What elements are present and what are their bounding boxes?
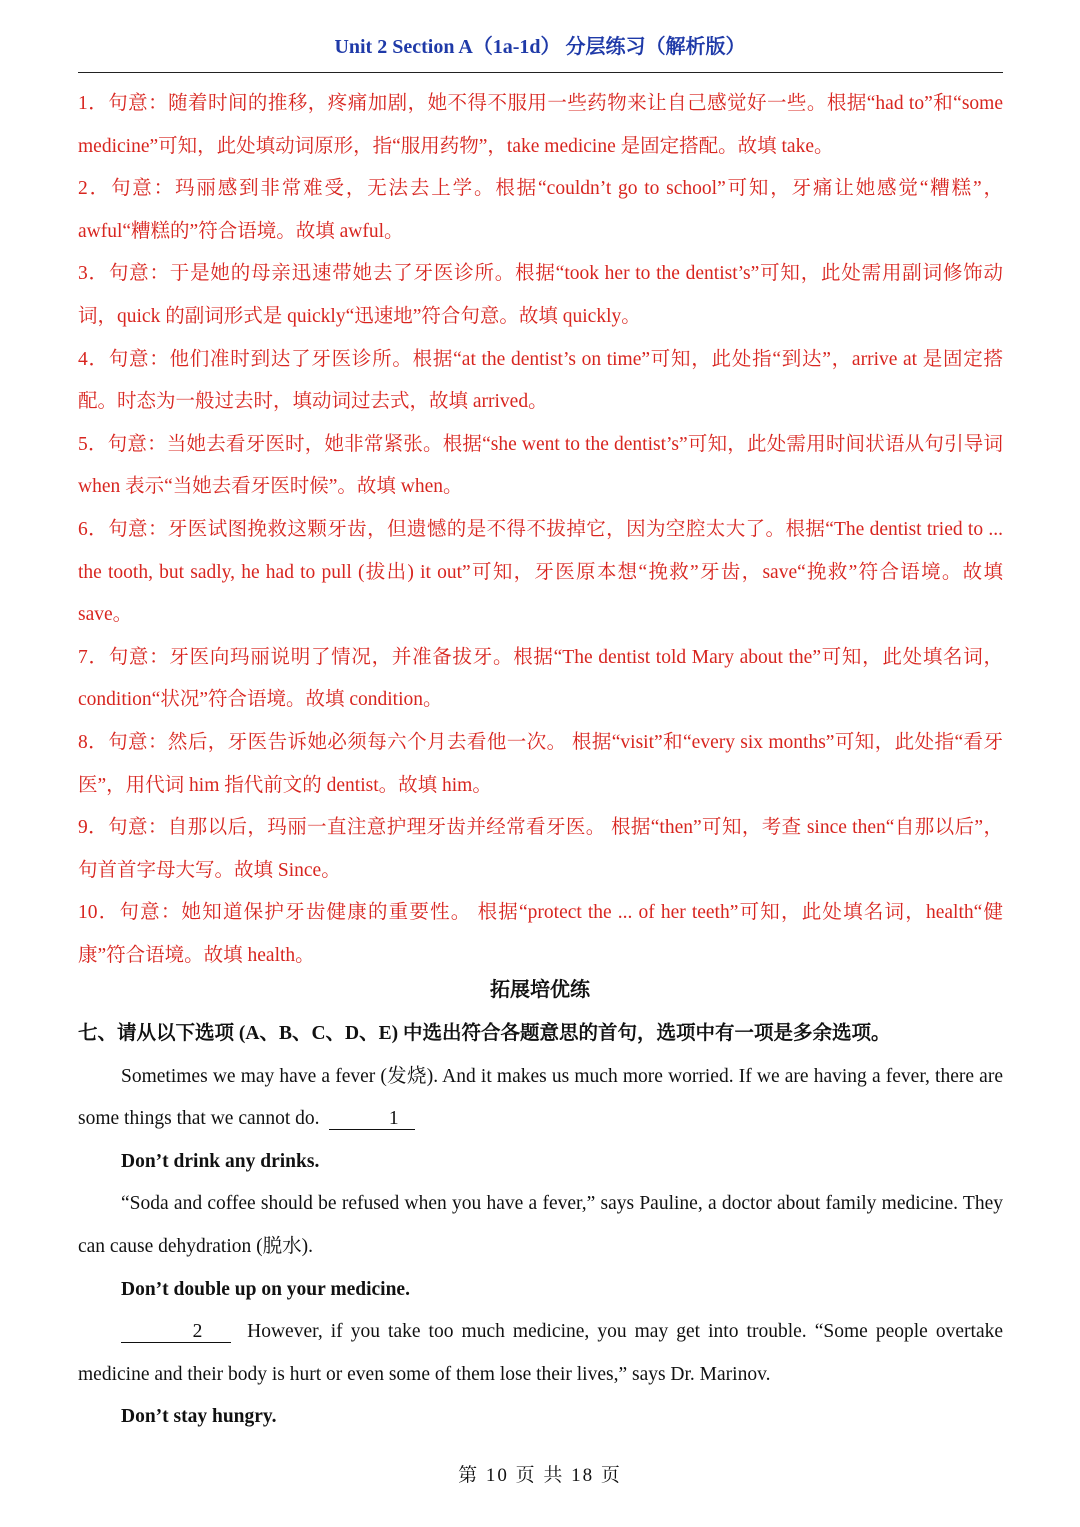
- answer-explanations: [78, 83, 1003, 977]
- passage-heading: Don’t stay hungry.: [121, 1406, 277, 1428]
- passage-paragraph: [78, 1056, 1003, 1141]
- page-footer: 第 10 页 共 18 页: [458, 1465, 622, 1486]
- page-header: [0, 30, 1080, 59]
- header-divider: [78, 72, 1003, 73]
- answer-item: 10．句意：她知道保护牙齿健康的重要性。 根据“protect the ... of her teeth”可知，此处填名词，health“健康”符合语境。故填 health。: [78, 902, 1003, 966]
- answer-item: 6．句意：牙医试图挽救这颗牙齿，但遗憾的是不得不拔掉它，因为空腔太大了。根据“The dentist tried to ... the tooth, but sadly, he had to pull (拔出) it out”可知，牙医原本想“挽救”牙齿，save“挽救”符合语境。故填 save。: [78, 518, 1003, 626]
- passage-heading: Don’t drink any drinks.: [121, 1150, 320, 1172]
- answer-item: 9．句意：自那以后，玛丽一直注意护理牙齿并经常看牙医。 根据“then”可知，考查 since then“自那以后”，句首首字母大写。故填 Since。: [78, 817, 1003, 881]
- passage-heading: Don’t double up on your medicine.: [121, 1278, 410, 1300]
- exercise-instruction: 七、请从以下选项 (A、B、C、D、E) 中选出符合各题意思的首句，选项中有一项是多余选项。: [78, 1023, 891, 1044]
- answer-item: 8．句意：然后，牙医告诉她必须每六个月去看他一次。 根据“visit”和“every six months”可知，此处指“看牙医”，用代词 him 指代前文的 dentist。故填 him。: [78, 731, 1003, 796]
- answer-item: 3．句意：于是她的母亲迅速带她去了牙医诊所。根据“took her to the dentist’s”可知，此处需用副词修饰动词，quick 的副词形式是 quickly“迅速地”符合句意。故填 quickly。: [78, 263, 1003, 327]
- paragraph-text: Sometimes we may have a fever (发烧). And it makes us much more worried. If we are having a fever, there are some things that we cannot do.: [78, 1065, 1003, 1130]
- passage-paragraph: “Soda and coffee should be refused when you have a fever,” says Pauline, a doctor about family medicine. They can cause dehydration (脱水).: [78, 1193, 1003, 1257]
- answer-item: 7．句意：牙医向玛丽说明了情况，并准备拔牙。根据“The dentist told Mary about the”可知，此处填名词，condition“状况”符合语境。故填 condition。: [78, 646, 1003, 711]
- answer-item: 1．句意：随着时间的推移，疼痛加剧，她不得不服用一些药物来让自己感觉好一些。根据“had to”和“some medicine”可知，此处填动词原形，指“服用药物”，take medicine 是固定搭配。故填 take。: [78, 93, 1003, 157]
- passage-paragraph: [78, 1311, 1003, 1396]
- answer-item: 4．句意：他们准时到达了牙医诊所。根据“at the dentist’s on time”可知，此处指“到达”，arrive at 是固定搭配。时态为一般过去时，填动词过去式，故填 arrived。: [78, 348, 1003, 413]
- paragraph-text: However, if you take too much medicine, you may get into trouble. “Some people overtake medicine and their body is hurt or even some of them lose their lives,” says Dr. Marinov.: [78, 1321, 1003, 1385]
- answer-item: 2．句意：玛丽感到非常难受，无法去上学。根据“couldn’t go to school”可知，牙痛让她感觉“糟糕”，awful“糟糕的”符合语境。故填 awful。: [78, 178, 1003, 242]
- header-title: Unit 2 Section A（1a-1d） 分层练习（解析版）: [334, 36, 746, 58]
- exercise-body: [78, 1013, 1003, 1439]
- answer-item: 5．句意：当她去看牙医时，她非常紧张。根据“she went to the dentist’s”可知，此处需用时间状语从句引导词 when 表示“当她去看牙医时候”。故填 when。: [78, 433, 1003, 498]
- blank-2: 2: [121, 1322, 231, 1343]
- section-title: 拓展培优练: [490, 979, 590, 1001]
- blank-1: 1: [329, 1109, 415, 1130]
